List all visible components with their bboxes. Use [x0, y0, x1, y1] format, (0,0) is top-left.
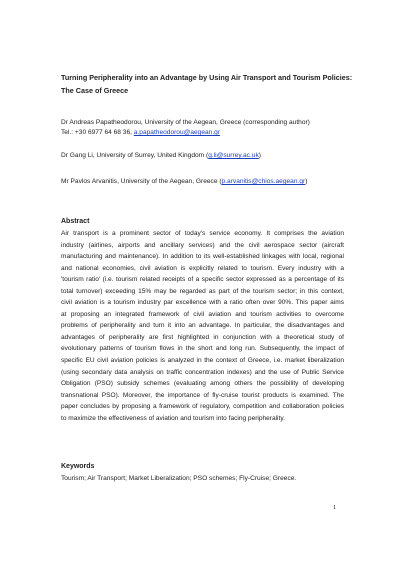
abstract-line: manufacturing and maintenance). In addition to its well-established linkages with local, regional	[61, 253, 344, 261]
page-number: 1	[333, 504, 337, 511]
abstract-heading: Abstract	[61, 218, 90, 225]
author-3-affiliation	[61, 176, 307, 187]
abstract-line: specific EU civil aviation policies is analyzed in the context of Greece, i.e. market liberalization	[61, 357, 344, 365]
abstract-line: total turnover) exceeding 15% may be regarded as part of the tourism sector; in this context,	[61, 287, 344, 295]
keywords-list: Tourism; Air Transport; Market Liberalization; PSO schemes; Fly-Cruise; Greece.	[61, 475, 297, 482]
abstract-line: problems of peripherality and turn it into an advantage. In particular, the disadvantages and	[61, 322, 344, 330]
author-3-name: Mr Pavlos Arvanitis, University of the Aegean, Greece (	[61, 178, 222, 185]
abstract-line: at proposing an integrated framework of civil aviation and tourism activities to overcome	[61, 310, 344, 318]
paper-title	[61, 71, 361, 97]
abstract-line: advantages of peripherality are first highlighted in conjunction with a theoretical study of	[61, 333, 344, 341]
abstract-line: Obligation (PSO) subsidy schemes (evaluating among others the possibility of developing	[61, 380, 344, 388]
abstract-line: evolutionary patterns of tourism flows in the short and long run. Subsequently, the impact of	[61, 345, 344, 353]
author-1-affiliation: Dr Andreas Papatheodorou, University of the Aegean, Greece (corresponding author)	[61, 119, 310, 126]
abstract-line: 'tourism ratio' (i.e. tourism related receipts of a specific sector expressed as a percentage of its	[61, 276, 344, 284]
abstract-line: to maximize the effectiveness of aviation and tourism into facing peripherality.	[61, 414, 285, 422]
author-2-affiliation	[61, 150, 261, 161]
abstract-line: civil aviation is a tourism industry par excellence with a ratio often over 90%. This paper aims	[61, 299, 344, 307]
abstract-line: transnational PSO). Moreover, the importance of fly-cruise tourist products is examined. The	[61, 391, 344, 399]
abstract-line: Air transport is a prominent sector of today's service economy. It comprises the aviation	[61, 230, 344, 237]
abstract-line: (using secondary data analysis on traffic concentration indexes) and the use of Public Service	[61, 368, 344, 376]
author-3-closing-paren: )	[305, 178, 308, 185]
author-1-contact	[61, 127, 220, 138]
paper-title-line: Turning Peripherality into an Advantage by Using Air Transport and Tourism Policies:	[61, 73, 353, 82]
abstract-body	[61, 228, 344, 424]
abstract-line: and national economies, civil aviation is explicitly related to tourism. Every industry with a	[61, 264, 344, 272]
paper-title-line: The Case of Greece	[61, 86, 129, 95]
author-2-closing-paren: )	[258, 152, 261, 159]
author-1-telephone: Tel.: +30 6977 64 68 36,	[61, 129, 134, 136]
abstract-line: paper concludes by proposing a framework of regulatory, competition and collaboration policies	[61, 403, 344, 411]
abstract-line: industry (airlines, airports and ancillary services) and the civil aerospace sector (aircraft	[61, 241, 344, 249]
author-1-email-link[interactable]: a.papatheodorou@aegean.gr	[133, 129, 221, 136]
author-2-email-link[interactable]: g.li@surrey.ac.uk	[208, 152, 259, 159]
author-2-name: Dr Gang Li, University of Surrey, United Kingdom (	[61, 152, 209, 159]
keywords-heading: Keywords	[61, 463, 95, 470]
author-3-email-link[interactable]: p.arvanitis@chios.aegean.gr	[221, 178, 306, 185]
